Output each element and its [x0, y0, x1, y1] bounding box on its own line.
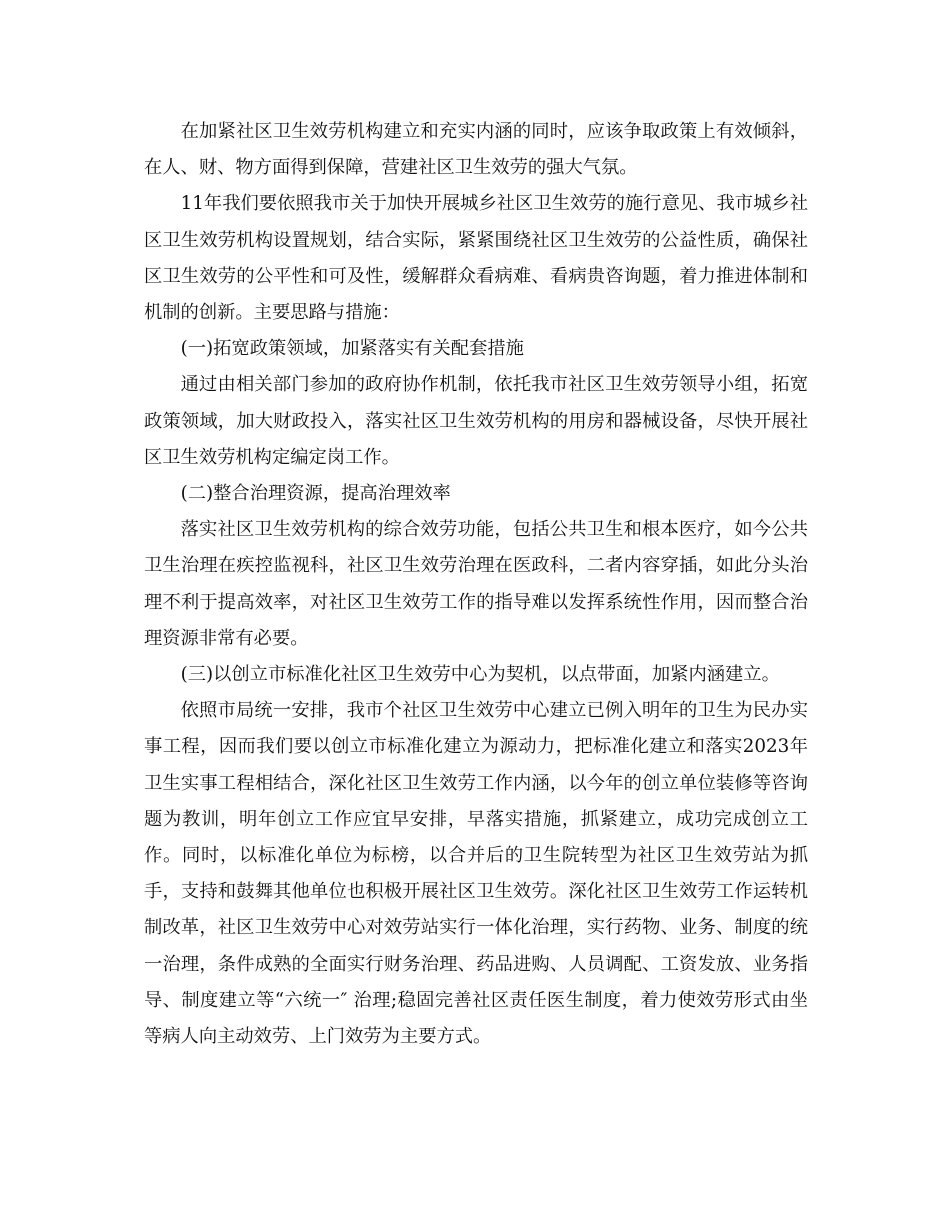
section-heading-1: (一)拓宽政策领域，加紧落实有关配套措施 [180, 338, 524, 360]
paragraph-section-1: 通过由相关部门参加的政府协作机制，依托我市社区卫生效劳领导小组，拓宽政策领域，加大财政投入，落实社区卫生效劳机构的用房和器械设备，尽快开展社区卫生效劳机构定编定岗工作。 [144, 374, 808, 468]
paragraph-section-2: 落实社区卫生效劳机构的综合效劳功能，包括公共卫生和根本医疗，如今公共卫生治理在疾控监视科，社区卫生效劳治理在医政科，二者内容穿插，如此分头治理不利于提高效率，对社区卫生效劳工作的指导难以发挥系统性作用，因而整合治理资源非常有必要。 [144, 519, 808, 649]
section-heading-3: (三)以创立市标准化社区卫生效劳中心为契机，以点带面，加紧内涵建立。 [180, 664, 780, 686]
paragraph-plan-overview: 11年我们要依照我市关于加快开展城乡社区卫生效劳的施行意见、我市城乡社区卫生效劳机构设置规划，结合实际，紧紧围绕社区卫生效劳的公益性质，确保社区卫生效劳的公平性和可及性，缓解群众看病难、看病贵咨询题，着力推进体制和机制的创新。主要思路与措施： [144, 193, 808, 324]
paragraph-section-3: 依照市局统一安排，我市个社区卫生效劳中心建立已例入明年的卫生为民办实事工程，因而我们要以创立市标准化建立为源动力，把标准化建立和落实2023年卫生实事工程相结合，深化社区卫生效劳工作内涵，以今年的创立单位装修等咨询题为教训，明年创立工作应宜早安排，早落实措施，抓紧建立，成功完成创立工作。同时，以标准化单位为标榜，以合并后的卫生院转型为社区卫生效劳站为抓手，支持和鼓舞其他单位也积极开展社区卫生效劳。深化社区卫生效劳工作运转机制改革，社区卫生效劳中心对效劳站实行一体化治理，实行药物、业务、制度的统一治理，条件成熟的全面实行财务治理、药品进购、人员调配、工资发放、业务指导、制度建立等“六统一″ 治理;稳固完善社区责任医生制度，着力使效劳形式由坐等病人向主动效劳、上门效劳为主要方式。 [144, 700, 808, 1048]
document-body [144, 114, 808, 1055]
section-heading-2: (二)整合治理资源，提高治理效率 [180, 483, 451, 505]
paragraph-policy-support: 在加紧社区卫生效劳机构建立和充实内涵的同时，应该争取政策上有效倾斜，在人、财、物方面得到保障，营建社区卫生效劳的强大气氛。 [144, 121, 808, 179]
